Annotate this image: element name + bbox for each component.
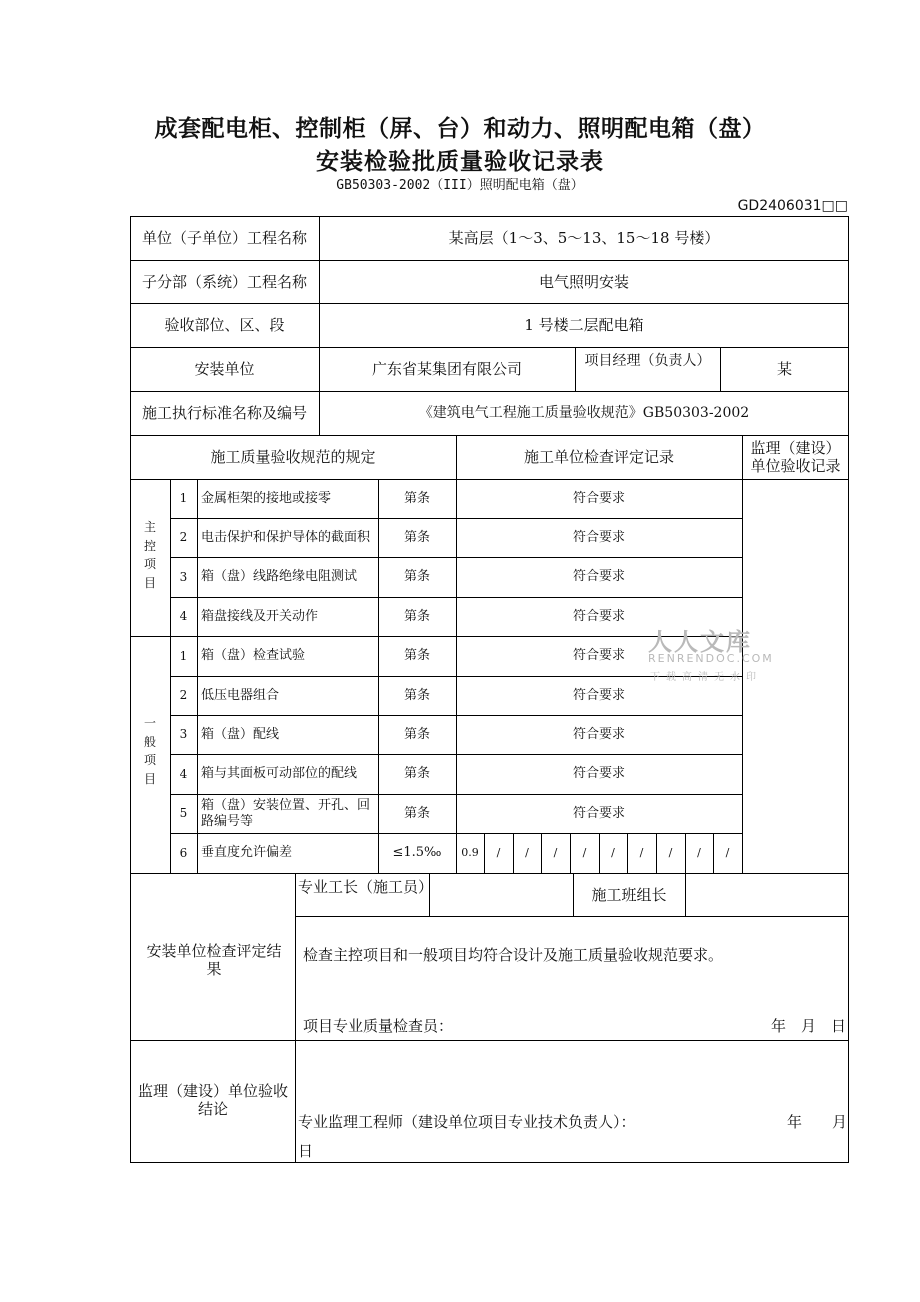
deviation-value: / [496, 846, 501, 860]
general-item-no: 4 [179, 766, 188, 781]
deviation-value: / [725, 846, 730, 860]
quality-inspector-label: 项目专业质量检查员： [303, 1017, 454, 1035]
main-item-clause: 第条 [403, 529, 430, 545]
standard-value: 《建筑电气工程施工质量验收规范》GB50303-2002 [418, 404, 750, 421]
deviation-value: / [553, 846, 558, 860]
main-item-no: 2 [179, 530, 188, 545]
inspection-location-label: 验收部位、区、段 [164, 316, 285, 334]
project-name-value: 某高层（1～3、5～13、15～18 号楼） [448, 229, 720, 247]
main-item-result: 符合要求 [572, 490, 625, 506]
team-leader-label: 施工班组长 [591, 885, 667, 904]
general-item-desc: 箱（盘）检查试验 [201, 648, 306, 664]
main-item-desc: 金属柜架的接地或接零 [201, 490, 332, 506]
install-result-date: 年 月 日 [770, 1017, 846, 1035]
general-item-no: 1 [179, 648, 188, 663]
foreman-label: 专业工长（施工员） [298, 878, 434, 896]
install-unit-value: 广东省某集团有限公司 [371, 360, 522, 378]
main-item-result: 符合要求 [572, 608, 625, 624]
general-item-result: 符合要求 [572, 766, 625, 782]
form-title-line1: 成套配电柜、控制柜（屏、台）和动力、照明配电箱（盘） [154, 116, 766, 142]
main-item-clause: 第条 [403, 608, 430, 624]
project-manager-label: 项目经理（负责人） [584, 352, 711, 369]
main-item-no: 3 [179, 569, 188, 584]
general-item-result: 符合要求 [572, 648, 625, 664]
supervisor-column-header: 监理（建设）单位验收记录 [750, 439, 841, 475]
install-result-label: 安装单位检查评定结果 [146, 942, 282, 978]
general-item-no: 2 [179, 688, 188, 703]
subproject-name-value: 电气照明安装 [538, 272, 629, 291]
inspection-location-value: 1 号楼二层配电箱 [524, 316, 644, 334]
col-divider [685, 873, 686, 916]
row-divider [295, 916, 849, 917]
general-item-desc: 箱（盘）安装位置、开孔、回路编号等 [201, 797, 371, 829]
main-item-desc: 箱盘接线及开关动作 [201, 608, 319, 624]
general-item-result: 符合要求 [572, 805, 625, 821]
general-item-clause: 第条 [403, 766, 430, 782]
general-item-desc: 低压电器组合 [201, 687, 280, 703]
deviation-value: / [582, 846, 587, 860]
deviation-item-desc: 垂直度允许偏差 [201, 845, 293, 861]
supervisor-result-day: 日 [298, 1142, 314, 1160]
install-result-conclusion: 检查主控项目和一般项目均符合设计及施工质量验收规范要求。 [303, 946, 724, 964]
general-item-clause: 第条 [403, 805, 430, 821]
general-item-no: 3 [179, 727, 188, 742]
form-code: GD2406031□□ [737, 198, 848, 214]
subproject-name-label: 子分部（系统）工程名称 [141, 272, 307, 291]
general-item-no: 5 [179, 806, 188, 821]
main-items-section-label: 主 控 项 目 [143, 520, 156, 590]
project-name-label: 单位（子单位）工程名称 [141, 229, 307, 247]
deviation-item-tolerance: ≤1.5‰ [392, 845, 442, 861]
form-subtitle: GB50303-2002（III）照明配电箱（盘） [336, 178, 584, 193]
general-item-result: 符合要求 [572, 726, 625, 742]
project-manager-value: 某 [776, 360, 792, 378]
main-item-no: 4 [179, 609, 188, 624]
row-divider [130, 873, 849, 874]
main-item-result: 符合要求 [572, 529, 625, 545]
form-title-line2: 安装检验批质量验收记录表 [316, 149, 604, 175]
general-item-clause: 第条 [403, 687, 430, 703]
main-item-no: 1 [179, 491, 188, 506]
check-column-header: 施工单位检查评定记录 [523, 448, 674, 466]
col-divider [197, 479, 198, 873]
standard-label: 施工执行标准名称及编号 [141, 404, 307, 422]
deviation-value: / [668, 846, 673, 860]
deviation-item-no: 6 [179, 845, 188, 860]
deviation-value: / [611, 846, 615, 860]
main-item-desc: 电击保护和保护导体的截面积 [201, 529, 371, 545]
watermark-slogan: 下载高清无水印 [650, 672, 762, 683]
main-item-desc: 箱（盘）线路绝缘电阻测试 [201, 569, 358, 585]
supervisor-result-year-month: 年 月 [786, 1113, 847, 1131]
deviation-value: 0.9 [461, 846, 479, 860]
general-item-clause: 第条 [403, 726, 430, 742]
deviation-value: / [525, 846, 529, 860]
watermark-url: RENRENDOC.COM [648, 652, 774, 665]
watermark-logo-text: 人人文库 [648, 628, 752, 656]
row-divider [130, 1040, 849, 1041]
general-items-section-label: 一 般 项 目 [143, 716, 156, 786]
deviation-value: / [697, 846, 701, 860]
deviation-value: / [639, 846, 644, 860]
general-item-desc: 箱与其面板可动部位的配线 [201, 766, 358, 782]
general-item-clause: 第条 [403, 648, 430, 664]
general-item-result: 符合要求 [572, 687, 625, 703]
col-divider [295, 873, 296, 1163]
main-item-clause: 第条 [403, 490, 430, 506]
install-unit-label: 安装单位 [194, 360, 255, 378]
spec-column-header: 施工质量验收规范的规定 [210, 448, 376, 466]
main-item-result: 符合要求 [572, 569, 625, 585]
main-item-clause: 第条 [403, 569, 430, 585]
general-item-desc: 箱（盘）配线 [201, 726, 280, 742]
supervisor-result-label: 监理（建设）单位验收结论 [137, 1082, 288, 1118]
supervising-engineer-label: 专业监理工程师（建设单位项目专业技术负责人）： [298, 1113, 636, 1131]
